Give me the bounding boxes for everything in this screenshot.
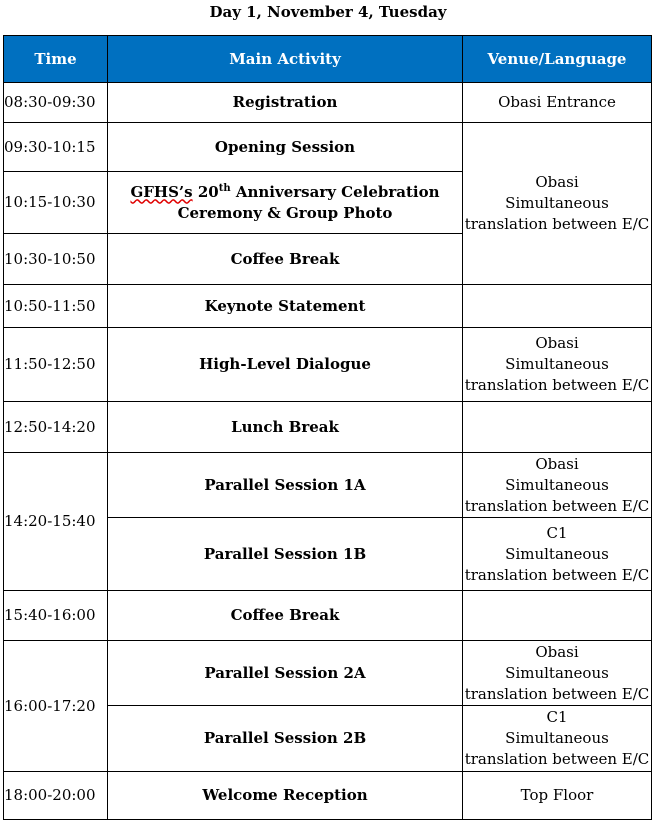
venue-cell (463, 453, 652, 518)
schedule-table (3, 35, 652, 820)
activity-cell: Coffee Break (108, 591, 463, 641)
venue-cell (463, 328, 652, 402)
venue-cell (463, 641, 652, 706)
spellcheck-word: GFHS’s (130, 182, 193, 201)
venue-cell (463, 123, 652, 285)
activity-cell: Welcome Reception (108, 772, 463, 820)
time-cell: 09:30-10:15 (4, 123, 108, 172)
time-cell: 11:50-12:50 (4, 328, 108, 402)
venue-line: Simultaneous (505, 194, 609, 212)
table-row (4, 285, 652, 328)
venue-line: Simultaneous (505, 475, 609, 494)
venue-cell (463, 518, 652, 591)
venue-line: C1 (546, 708, 568, 726)
venue-line: Obasi (535, 642, 579, 661)
header-venue-language: Venue/Language (463, 36, 652, 83)
table-row (4, 123, 652, 172)
venue-cell (463, 591, 652, 641)
venue-line: translation between E/C (464, 496, 650, 515)
venue-line: Obasi (535, 334, 579, 352)
activity-cell: Parallel Session 1B (108, 518, 463, 591)
table-row (4, 328, 652, 402)
table-row (4, 83, 652, 123)
table-row (4, 453, 652, 518)
venue-line: translation between E/C (464, 684, 650, 703)
time-cell: 08:30-09:30 (4, 83, 108, 123)
activity-cell: Parallel Session 1A (108, 453, 463, 518)
activity-cell: Lunch Break (108, 402, 463, 453)
time-cell: 10:50-11:50 (4, 285, 108, 328)
venue-line: Simultaneous (505, 355, 609, 373)
activity-line: GFHS’s 20th Anniversary Celebration (130, 182, 440, 201)
venue-line: C1 (546, 523, 568, 542)
venue-line: Simultaneous (505, 729, 609, 747)
time-cell: 10:15-10:30 (4, 172, 108, 234)
activity-cell: Coffee Break (108, 234, 463, 285)
venue-line: translation between E/C (464, 376, 650, 394)
table-row (4, 772, 652, 820)
time-cell: 18:00-20:00 (4, 772, 108, 820)
time-cell: 15:40-16:00 (4, 591, 108, 641)
venue-line: Obasi (535, 173, 579, 191)
venue-line: Simultaneous (505, 663, 609, 682)
venue-cell (463, 706, 652, 772)
venue-line: Obasi (535, 454, 579, 473)
table-row (4, 402, 652, 453)
venue-cell: Obasi Entrance (463, 83, 652, 123)
time-cell: 14:20-15:40 (4, 453, 108, 591)
time-cell: 10:30-10:50 (4, 234, 108, 285)
venue-line: translation between E/C (464, 750, 650, 768)
activity-cell: Keynote Statement (108, 285, 463, 328)
activity-cell: Opening Session (108, 123, 463, 172)
activity-cell: Parallel Session 2B (108, 706, 463, 772)
table-row (4, 591, 652, 641)
table-row (4, 641, 652, 706)
venue-cell: Top Floor (463, 772, 652, 820)
header-time: Time (4, 36, 108, 83)
venue-line: Simultaneous (505, 544, 609, 563)
activity-cell: Registration (108, 83, 463, 123)
venue-cell (463, 402, 652, 453)
header-main-activity: Main Activity (108, 36, 463, 83)
venue-line: translation between E/C (464, 215, 650, 233)
time-cell: 16:00-17:20 (4, 641, 108, 772)
venue-line: translation between E/C (464, 565, 650, 584)
activity-cell: Parallel Session 2A (108, 641, 463, 706)
activity-cell (108, 172, 463, 234)
venue-cell (463, 285, 652, 328)
page-title: Day 1, November 4, Tuesday (209, 3, 447, 21)
activity-line: Ceremony & Group Photo (177, 203, 393, 222)
header-row (4, 36, 652, 83)
time-cell: 12:50-14:20 (4, 402, 108, 453)
activity-cell: High-Level Dialogue (108, 328, 463, 402)
